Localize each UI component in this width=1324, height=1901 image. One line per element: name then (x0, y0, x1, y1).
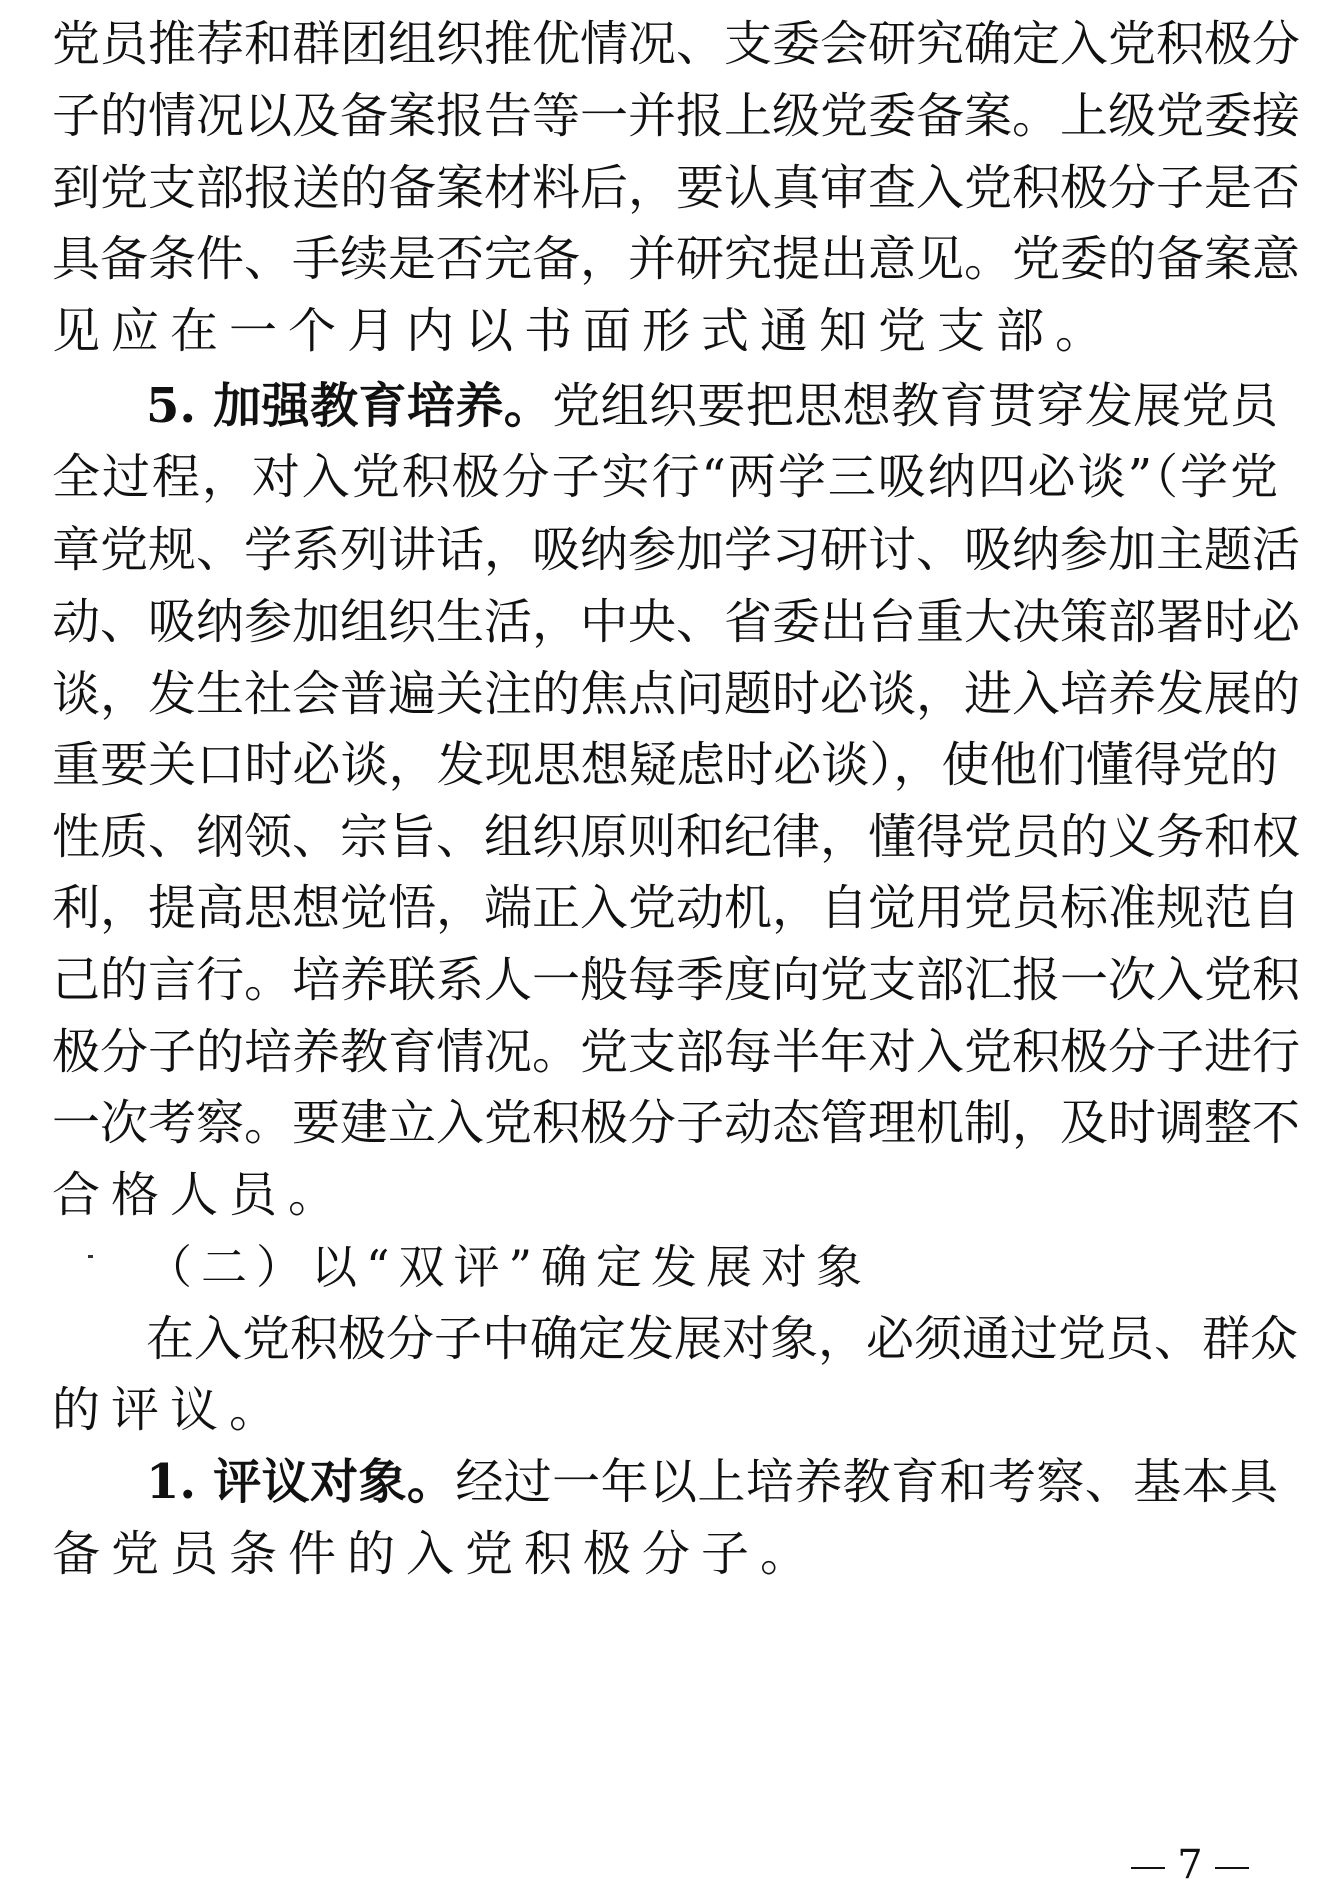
paragraph-line: 的评议。 (52, 1382, 289, 1438)
page-number (1110, 1840, 1270, 1890)
paragraph-line: 合格人员。 (52, 1167, 348, 1223)
paragraph-first-line (146, 366, 1278, 446)
section-heading: （二）以“双评”确定发展对象 (146, 1240, 872, 1294)
paragraph-line: 备党员条件的入党积极分子。 (52, 1526, 820, 1582)
paragraph-line: 动、吸纳参加组织生活，中央、省委出台重大决策部署时必 (52, 594, 1301, 650)
paragraph-line: 一次考察。要建立入党积极分子动态管理机制，及时调整不 (52, 1095, 1301, 1151)
paragraph-line: 极分子的培养教育情况。党支部每半年对入党积极分子进行 (52, 1024, 1301, 1080)
scan-speck (88, 1255, 93, 1258)
paragraph-line: 章党规、学系列讲话，吸纳参加学习研讨、吸纳参加主题活 (52, 522, 1301, 578)
paragraph-lead: 1. 评议对象。 (146, 1454, 456, 1510)
paragraph-line: 利，提高思想觉悟，端正入党动机，自觉用党员标准规范自 (52, 880, 1301, 936)
paragraph-text: 党组织要把思想教育贯穿发展党员 (552, 378, 1278, 434)
paragraph-first-line (146, 1442, 1278, 1522)
paragraph-line: 己的言行。培养联系人一般每季度向党支部汇报一次入党积 (52, 952, 1301, 1008)
paragraph-line: 见应在一个月内以书面形式通知党支部。 (52, 303, 1115, 359)
paragraph-line: 党员推荐和群团组织推优情况、支委会研究确定入党积极分 (52, 16, 1301, 72)
paragraph-lead: 5. 加强教育培养。 (146, 378, 553, 434)
paragraph-line: 到党支部报送的备案材料后，要认真审查入党积极分子是否 (52, 160, 1301, 216)
paragraph-line: 性质、纲领、宗旨、组织原则和纪律，懂得党员的义务和权 (52, 809, 1301, 865)
paragraph-first-line: 在入党积极分子中确定发展对象，必须通过党员、群众 (146, 1311, 1299, 1367)
paragraph-line: 重要关口时必谈，发现思想疑虑时必谈），使他们懂得党的 (52, 737, 1278, 793)
paragraph-text: 经过一年以上培养教育和考察、基本具 (455, 1454, 1278, 1510)
paragraph-line: 子的情况以及备案报告等一并报上级党委备案。上级党委接 (52, 88, 1301, 144)
paragraph-line: 谈，发生社会普遍关注的焦点问题时必谈，进入培养发展的 (52, 666, 1301, 722)
page-number-value: 7 (1177, 1842, 1203, 1888)
paragraph-line: 全过程，对入党积极分子实行“两学三吸纳四必谈”（学党 (52, 449, 1278, 505)
dash-right (1215, 1867, 1249, 1869)
paragraph-line: 具备条件、手续是否完备，并研究提出意见。党委的备案意 (52, 231, 1301, 287)
dash-left (1131, 1867, 1165, 1869)
